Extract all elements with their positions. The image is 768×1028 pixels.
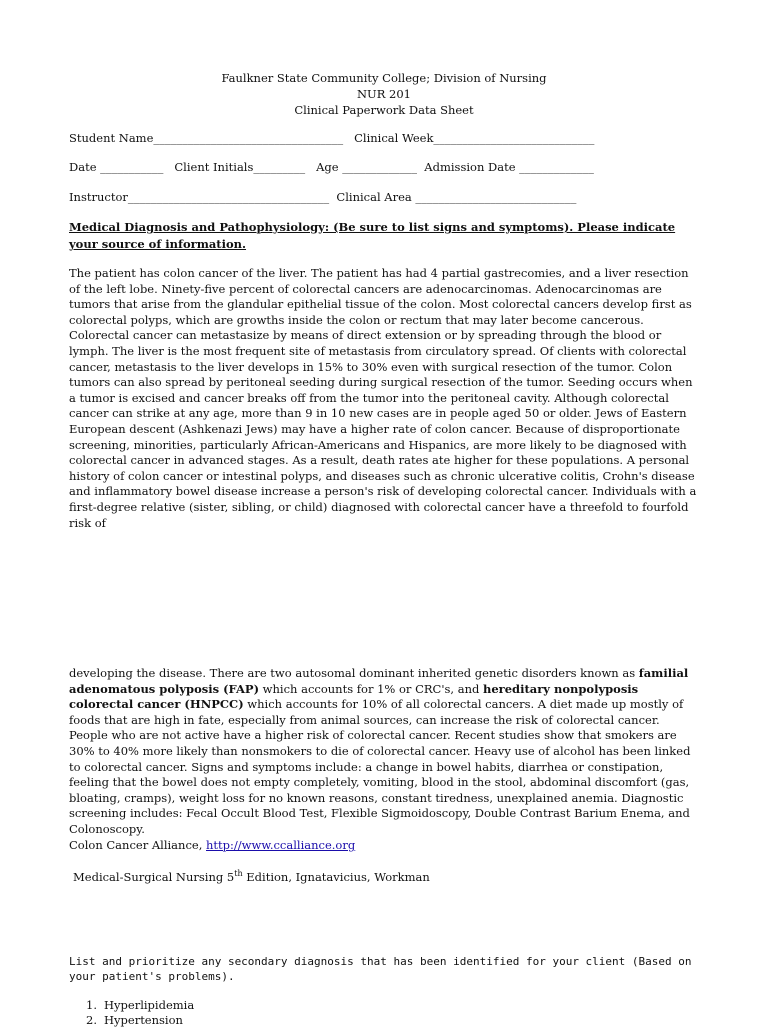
instructor-clinical-area-row: Instructor___________________________________ Clinical Area ____________________________ [69,190,577,204]
fap-term: familial adenomatous polyposis (FAP) [69,666,689,696]
diagnosis-text: Hypertension [104,1013,183,1027]
edition-superscript: th [234,869,243,878]
college-name: Faulkner State Community College; Division of Nursing [221,71,547,85]
pathophysiology-paragraph-1: The patient has colon cancer of the liver. The patient has had 4 partial gastrecomies, and a liver resection of the left lobe. Ninety-five percent of colorectal cancers are adenocarcinomas. Adenocarcinomas are tumors that arise from the glandular epithelial tissue of the colon. Most colorectal cancers develop first as colorectal polyps, which are growths inside the colon or rectum that may later become cancerous. Colorectal cancer can metastasize by means of direct extension or by spreading through the blood or lymph. The liver is the most frequent site of metastasis from circulatory spread. Of clients with colorectal cancer, metastasis to the liver develops in 15% to 30% even with surgical resection of the tumor. Colon tumors can also spread by peritoneal seeding during surgical resection of the tumor. Seeding occurs when a tumor is excised and cancer breaks off from the tumor into the peritoneal cavity. Although colorectal cancer can strike at any age, more than 9 in 10 new cases are in people aged 50 or older. Jews of Eastern European descent (Ashkenazi Jews) may have a higher rate of colon cancer. Because of disproportionate screening, minorities, particularly African-Americans and Hispanics, are more likely to be diagnosed with colorectal cancer in advanced stages. As a result, death rates ate higher for these populations. A personal history of colon cancer or intestinal polyps, and diseases such as chronic ulcerative colitis, Crohn's disease and inflammatory bowel disease increase a person's risk of developing colorectal cancer. Individuals with a first-degree relative (sister, sibling, or child) diagnosed with colorectal cancer have a threefold to fourfold risk of [69,266,697,530]
para2-text-2: which accounts for 1% or CRC's, and [259,681,483,696]
list-item [86,1013,194,1028]
reference-1-label: Colon Cancer Alliance, [69,838,207,852]
pathophysiology-paragraph-2 [69,666,699,838]
list-number: 2. [86,1013,97,1027]
course-code: NUR 201 [356,87,412,101]
pathophysiology-heading: Medical Diagnosis and Pathophysiology: (Be sure to list signs and symptoms). Please indicate your source of information. [69,220,676,251]
secondary-diagnosis-prompt: List and prioritize any secondary diagnosis that has been identified for your client (Based on your patient's problems). [69,955,692,983]
reference-colon-cancer-alliance [69,837,355,853]
date-client-age-admission-row: Date ___________ Client Initials_________ Age _____________ Admission Date _____________ [69,160,594,174]
list-item [86,998,194,1013]
para2-text-1: developing the disease. There are two autosomal dominant inherited genetic disorders known as [69,666,639,680]
form-title: Clinical Paperwork Data Sheet [294,103,474,117]
document-header [0,70,768,118]
reference-2-authors: Edition, Ignatavicius, Workman [242,869,430,884]
list-number: 1. [86,998,97,1012]
diagnosis-text: Hyperlipidemia [104,998,195,1012]
reference-textbook [73,866,430,885]
student-name-clinical-week-row: Student Name_________________________________ Clinical Week____________________________ [69,131,595,145]
hnpcc-term: hereditary nonpolyposis colorectal cancer (HNPCC) [69,681,639,712]
ccalliance-link[interactable]: http://www.ccalliance.org [206,838,356,852]
reference-2-title: Medical-Surgical Nursing 5 [73,869,235,884]
para2-text-3: which accounts for 10% of all colorectal cancers. A diet made up mostly of foods that are high in fate, especially from animal sources, can increase the risk of colorectal cancer. People who are not active have a higher risk of colorectal cancer. Recent studies show that smokers are 30% to 40% more likely than nonsmokers to die of colorectal cancer. Heavy use of alcohol has been linked to colorectal cancer. Signs and symptoms include: a change in bowel habits, diarrhea or constipation, feeling that the bowel does not empty completely, vomiting, blood in the stool, abdominal discomfort (gas, bloating, cramps), weight loss for no known reasons, constant tiredness, unexplained anemia. Diagnostic screening includes: Fecal Occult Blood Test, Flexible Sigmoidoscopy, Double Contrast Barium Enema, and Colonoscopy. [69,697,691,836]
